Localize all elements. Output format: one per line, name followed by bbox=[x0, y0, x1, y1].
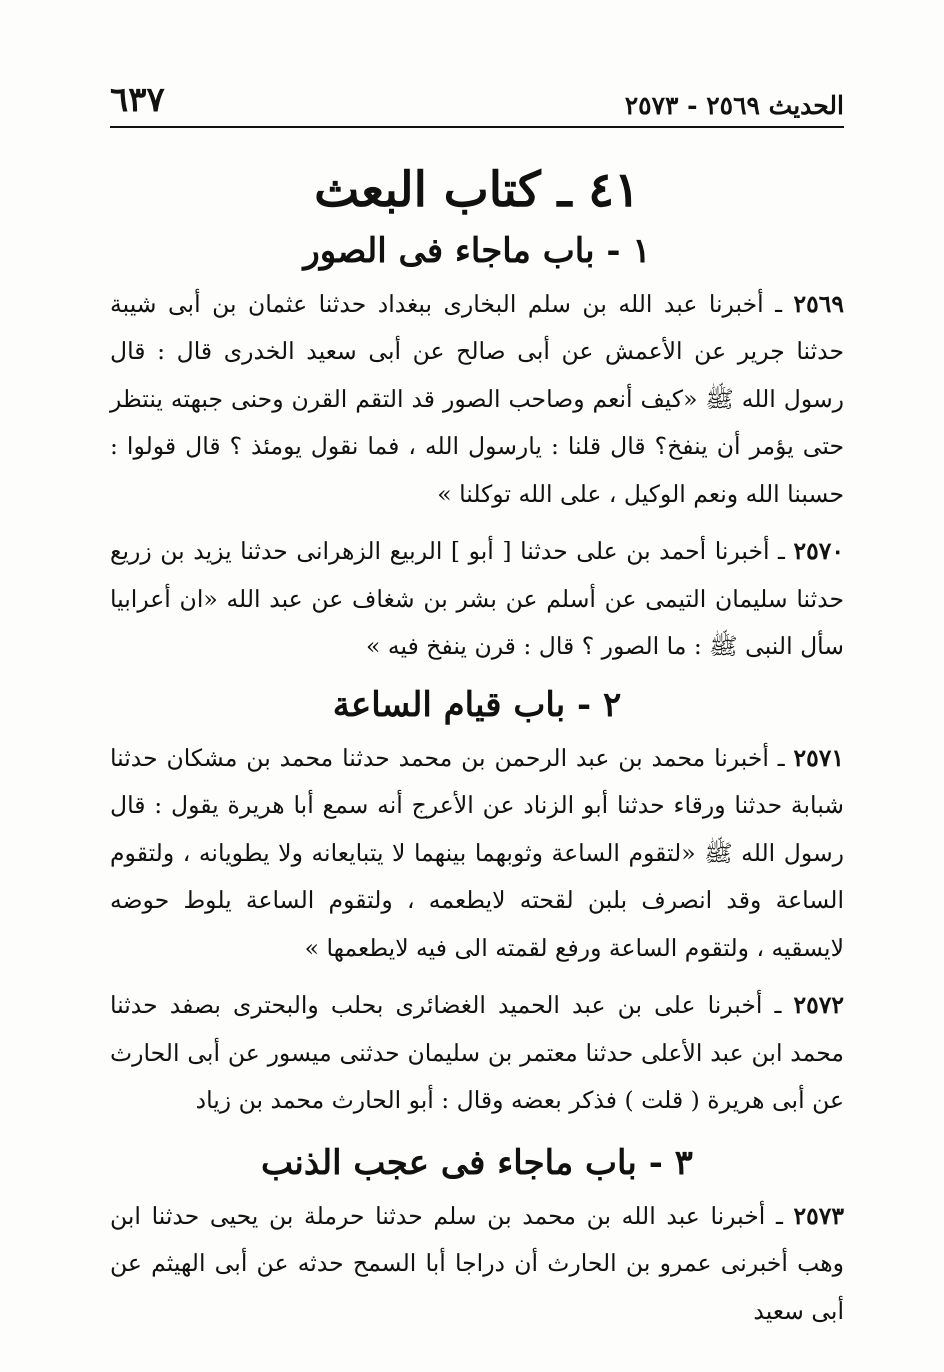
page-number: ٦٣٧ bbox=[110, 80, 165, 120]
chapter-title: ٣ - باب ماجاء فى عجب الذنب bbox=[261, 1142, 693, 1183]
hadith-number: ٢٥٧٣ bbox=[793, 1201, 844, 1230]
hadith-number: ٢٥٧٢ bbox=[793, 991, 844, 1020]
hadith-text: ـ أخبرنا أحمد بن على حدثنا [ أبو ] الربيع الزهرانى حدثنا يزيد بن زريع حدثنا سليمان التيمى عن أسلم عن بشر بن شغاف عن عبد الله «ان أعرابيا سأل النبى ﷺ : ما الصور ؟ قال : قرن ينفخ فيه » bbox=[110, 537, 844, 661]
hadith-text: ـ أخبرنا عبد الله بن محمد بن سلم حدثنا حرملة بن يحيى حدثنا ابن وهب أخبرنى عمرو بن الحارث أن دراجا أبا السمح حدثه عن أبى الهيثم عن أبى سعيد bbox=[110, 1201, 844, 1325]
hadith-text: ـ أخبرنا عبد الله بن سلم البخارى ببغداد حدثنا عثمان بن أبى شيبة حدثنا جرير عن الأعمش عن أبى صالح عن أبى سعيد الخدرى قال : قال رسول الله ﷺ «كيف أنعم وصاحب الصور قد التقم القرن وحنى جبهته ينتظر حتى يؤمر أن ينفخ؟ قال قلنا : يارسول الله ، فما نقول يومئذ ؟ قال قولوا : حسبنا الله ونعم الوكيل ، على الله توكلنا » bbox=[110, 289, 844, 508]
header-rule bbox=[110, 126, 844, 128]
chapter-title: ١ - باب ماجاء فى الصور bbox=[303, 230, 651, 271]
hadith-text: ـ أخبرنا على بن عبد الحميد الغضائرى بحلب والبحترى بصفد حدثنا محمد ابن عبد الأعلى حدثنا معتمر بن سليمان حدثنى ميسور عن أبى الحارث عن أبى هريرة ( قلت ) فذكر بعضه وقال : أبو الحارث محمد بن زياد bbox=[110, 991, 844, 1115]
hadith-number: ٢٥٦٩ bbox=[793, 289, 844, 318]
hadith-paragraph bbox=[110, 281, 844, 519]
hadith-paragraph bbox=[110, 735, 844, 973]
chapter-title: ٢ - باب قيام الساعة bbox=[332, 684, 622, 725]
book-title: ٤١ ـ كتاب البعث bbox=[314, 162, 640, 218]
hadith-paragraph bbox=[110, 528, 844, 671]
hadith-text: ـ أخبرنا محمد بن عبد الرحمن بن محمد حدثنا محمد بن مشكان حدثنا شبابة حدثنا ورقاء حدثنا أبو الزناد عن الأعرج أنه سمع أبا هريرة يقول : قال رسول الله ﷺ «لتقوم الساعة وثوبهما بينهما لا يتبايعانه ولا يطويانه ، ولتقوم الساعة وقد انصرف بلبن لقحته لايطعمه ، ولتقوم الساعة يلوط حوضه لايسقيه ، ولتقوم الساعة ورفع لقمته الى فيه لايطعمها » bbox=[110, 743, 844, 962]
running-head: الحديث ٢٥٦٩ - ٢٥٧٣ bbox=[624, 91, 844, 120]
hadith-number: ٢٥٧١ bbox=[793, 743, 844, 772]
hadith-number: ٢٥٧٠ bbox=[793, 537, 844, 566]
hadith-paragraph bbox=[110, 1193, 844, 1336]
hadith-paragraph bbox=[110, 982, 844, 1125]
page-header bbox=[110, 80, 844, 120]
